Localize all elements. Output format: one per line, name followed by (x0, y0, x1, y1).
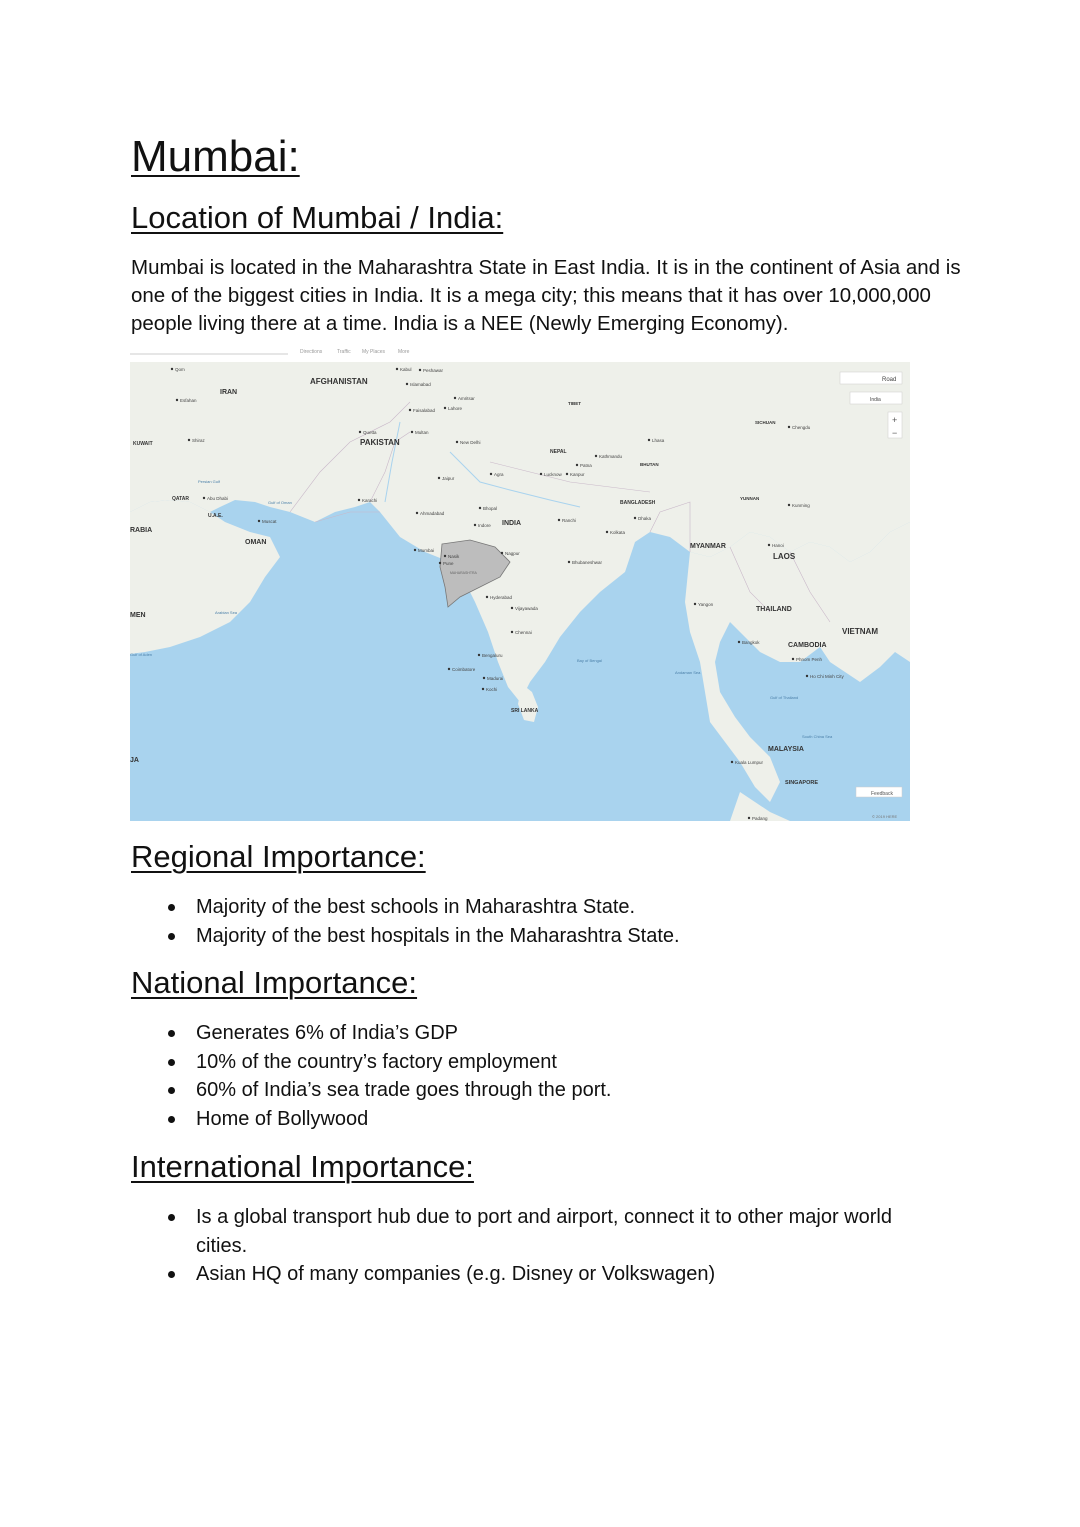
country-label: QATAR (172, 496, 190, 502)
city-label: Faisalabad (413, 408, 436, 413)
city-label: Abu Dhabi (207, 496, 229, 501)
country-label: MEN (130, 612, 146, 619)
city-dot (788, 504, 790, 506)
city-label: Bhopal (483, 506, 498, 511)
city-label: Esfahan (180, 398, 197, 403)
city-label: Indore (478, 523, 491, 528)
country-label: U.A.E. (208, 513, 223, 519)
city-label: Shiraz (192, 438, 205, 443)
city-dot (806, 675, 808, 677)
country-label: SINGAPORE (785, 780, 819, 786)
road-toggle[interactable]: Road (882, 377, 897, 383)
list-item: Majority of the best hospitals in the Maharashtra State. (131, 922, 931, 951)
city-dot (411, 431, 413, 433)
international-heading: International Importance: (131, 1149, 474, 1184)
country-label: NEPAL (550, 449, 567, 455)
country-label: MYANMAR (690, 543, 726, 550)
city-label: Multan (415, 430, 429, 435)
city-dot (566, 473, 568, 475)
page-title: Mumbai: (131, 132, 300, 181)
country-label: YUNNAN (740, 496, 760, 501)
city-label: Bangkok (742, 640, 760, 645)
city-label: Phnom Penh (796, 657, 823, 662)
city-dot (482, 688, 484, 690)
city-dot (416, 512, 418, 514)
land-arabia (130, 500, 280, 654)
list-item: 10% of the country’s factory employment (131, 1048, 931, 1077)
country-label: PAKISTAN (360, 438, 400, 447)
city-label: Ahmadabad (420, 511, 445, 516)
map-view[interactable] (130, 362, 910, 821)
sea-label: South China Sea (802, 734, 833, 739)
city-dot (486, 596, 488, 598)
city-label: Hanoi (772, 543, 784, 548)
city-label: Patna (580, 463, 592, 468)
city-label: Ranchi (562, 518, 577, 523)
city-label: Vijayawada (515, 606, 538, 611)
city-dot (409, 409, 411, 411)
city-label: Chengdu (792, 425, 811, 430)
city-dot (634, 517, 636, 519)
city-dot (568, 561, 570, 563)
city-label: Kunming (792, 503, 810, 508)
map-toolbar (130, 345, 910, 362)
city-label: Hyderabad (490, 595, 513, 600)
country-label: BHUTAN (640, 462, 659, 467)
country-label: IRAN (220, 389, 238, 396)
city-label: Chennai (515, 630, 532, 635)
city-label: Quetta (363, 430, 377, 435)
city-label: Islamabad (410, 382, 431, 387)
city-dot (768, 544, 770, 546)
city-label: Dhaka (638, 516, 652, 521)
regional-list (131, 893, 931, 950)
land-southeast-asia (685, 522, 910, 802)
city-dot (188, 439, 190, 441)
sea-label: Andaman Sea (675, 670, 701, 675)
city-dot (258, 520, 260, 522)
city-dot (448, 668, 450, 670)
city-dot (444, 407, 446, 409)
city-dot (414, 549, 416, 551)
map-screenshot (130, 345, 910, 821)
sea-label: Bay of Bengal (577, 658, 602, 663)
city-dot (478, 654, 480, 656)
city-label: Pune (443, 561, 454, 566)
city-label: Yangon (698, 602, 714, 607)
national-heading: National Importance: (131, 965, 418, 1000)
list-item: 60% of India’s sea trade goes through the port. (131, 1076, 931, 1105)
country-label: SRI LANKA (511, 708, 539, 714)
map-toolbar-item[interactable]: More (398, 349, 410, 355)
city-dot (444, 555, 446, 557)
city-dot (738, 641, 740, 643)
city-dot (396, 368, 398, 370)
state-label: MAHARASHTRA (450, 571, 477, 575)
sea-label: Persian Gulf (198, 479, 221, 484)
country-label: AFGHANISTAN (310, 377, 368, 386)
list-item: Asian HQ of many companies (e.g. Disney or Volkswagen) (131, 1260, 931, 1289)
city-label: Qom (175, 367, 185, 372)
country-label: RABIA (130, 527, 153, 534)
country-label: OMAN (245, 539, 267, 546)
city-label: Peshawar (423, 368, 444, 373)
map-copyright: © 2019 HERE (872, 814, 898, 819)
sea-label: Gulf of Thailand (770, 695, 799, 700)
national-list (131, 1019, 931, 1133)
city-dot (171, 368, 173, 370)
sea-label: Arabian Sea (215, 610, 238, 615)
sea-label: Gulf of Oman (268, 500, 292, 505)
city-dot (511, 631, 513, 633)
city-label: Ho Chi Minh City (810, 674, 844, 679)
city-dot (490, 473, 492, 475)
land-sri-lanka (518, 684, 538, 722)
city-label: Madurai (487, 676, 504, 681)
city-dot (406, 383, 408, 385)
city-dot (748, 817, 750, 819)
city-dot (479, 507, 481, 509)
city-label: Kanpur (570, 472, 585, 477)
city-dot (558, 519, 560, 521)
city-label: Padang (752, 816, 768, 821)
city-dot (694, 603, 696, 605)
city-label: Kochi (486, 687, 498, 692)
international-list (131, 1203, 931, 1289)
city-label: Kathmandu (599, 454, 623, 459)
city-dot (731, 761, 733, 763)
zoom-in-button[interactable]: + (892, 415, 898, 425)
city-label: Kabul (400, 367, 412, 372)
country-label: VIETNAM (842, 627, 878, 636)
city-dot (456, 441, 458, 443)
city-dot (576, 464, 578, 466)
list-item: Home of Bollywood (131, 1105, 931, 1134)
map-search-box[interactable]: India (870, 397, 881, 403)
city-dot (176, 399, 178, 401)
city-label: Nagpur (505, 551, 520, 556)
city-label: Agra (494, 472, 504, 477)
city-label: Muscat (262, 519, 277, 524)
country-label: KUWAIT (133, 441, 153, 447)
city-label: Kolkata (610, 530, 626, 535)
city-dot (439, 562, 441, 564)
feedback-button[interactable]: Feedback (871, 791, 893, 797)
map-toolbar-item[interactable]: Traffic (337, 349, 351, 355)
zoom-out-button[interactable]: − (892, 428, 898, 438)
city-label: Lhasa (652, 438, 665, 443)
country-label: SICHUAN (755, 420, 776, 425)
country-label: TIBET (568, 401, 581, 406)
map-toolbar-item[interactable]: Directions (300, 349, 323, 355)
country-label: JA (130, 757, 139, 764)
city-dot (359, 431, 361, 433)
list-item: Generates 6% of India’s GDP (131, 1019, 931, 1048)
city-label: Mumbai (418, 548, 435, 553)
country-label: BANGLADESH (620, 500, 656, 506)
city-dot (606, 531, 608, 533)
city-dot (438, 477, 440, 479)
city-label: Jaipur (442, 476, 455, 481)
list-item: Is a global transport hub due to port and airport, connect it to other major world cities. (131, 1203, 931, 1260)
city-dot (483, 677, 485, 679)
city-label: Amritsar (458, 396, 475, 401)
city-label: Karachi (362, 498, 378, 503)
city-label: Bhubaneshwar (572, 560, 603, 565)
city-label: New Delhi (460, 440, 481, 445)
regional-heading: Regional Importance: (131, 839, 426, 874)
city-label: Coimbatore (452, 667, 476, 672)
city-label: Lahore (448, 406, 463, 411)
location-paragraph: Mumbai is located in the Maharashtra State in East India. It is in the continent of Asia and is one of the biggest cities in India. It is a mega city; this means that it has over 10,000,000 people living there at a time. India is a NEE (Newly Emerging Economy). (131, 256, 961, 335)
city-dot (511, 607, 513, 609)
city-dot (792, 658, 794, 660)
city-dot (454, 397, 456, 399)
city-dot (595, 455, 597, 457)
sea-label: Gulf of Aden (130, 652, 153, 657)
city-dot (358, 499, 360, 501)
city-dot (501, 552, 503, 554)
city-label: Kuala Lumpur (735, 760, 764, 765)
country-label: CAMBODIA (788, 642, 827, 649)
city-label: Bengaluru (482, 653, 503, 658)
city-label: Nasik (448, 554, 460, 559)
country-label: LAOS (773, 552, 796, 561)
country-label: THAILAND (756, 606, 792, 613)
country-label: INDIA (502, 520, 522, 527)
city-dot (788, 426, 790, 428)
location-heading: Location of Mumbai / India: (131, 200, 504, 235)
city-dot (419, 369, 421, 371)
map-toolbar-item[interactable]: My Places (362, 349, 386, 355)
city-label: Lucknow (544, 472, 562, 477)
list-item: Majority of the best schools in Maharashtra State. (131, 893, 931, 922)
city-dot (474, 524, 476, 526)
city-dot (203, 497, 205, 499)
country-label: MALAYSIA (768, 746, 804, 753)
city-dot (648, 439, 650, 441)
city-dot (540, 473, 542, 475)
